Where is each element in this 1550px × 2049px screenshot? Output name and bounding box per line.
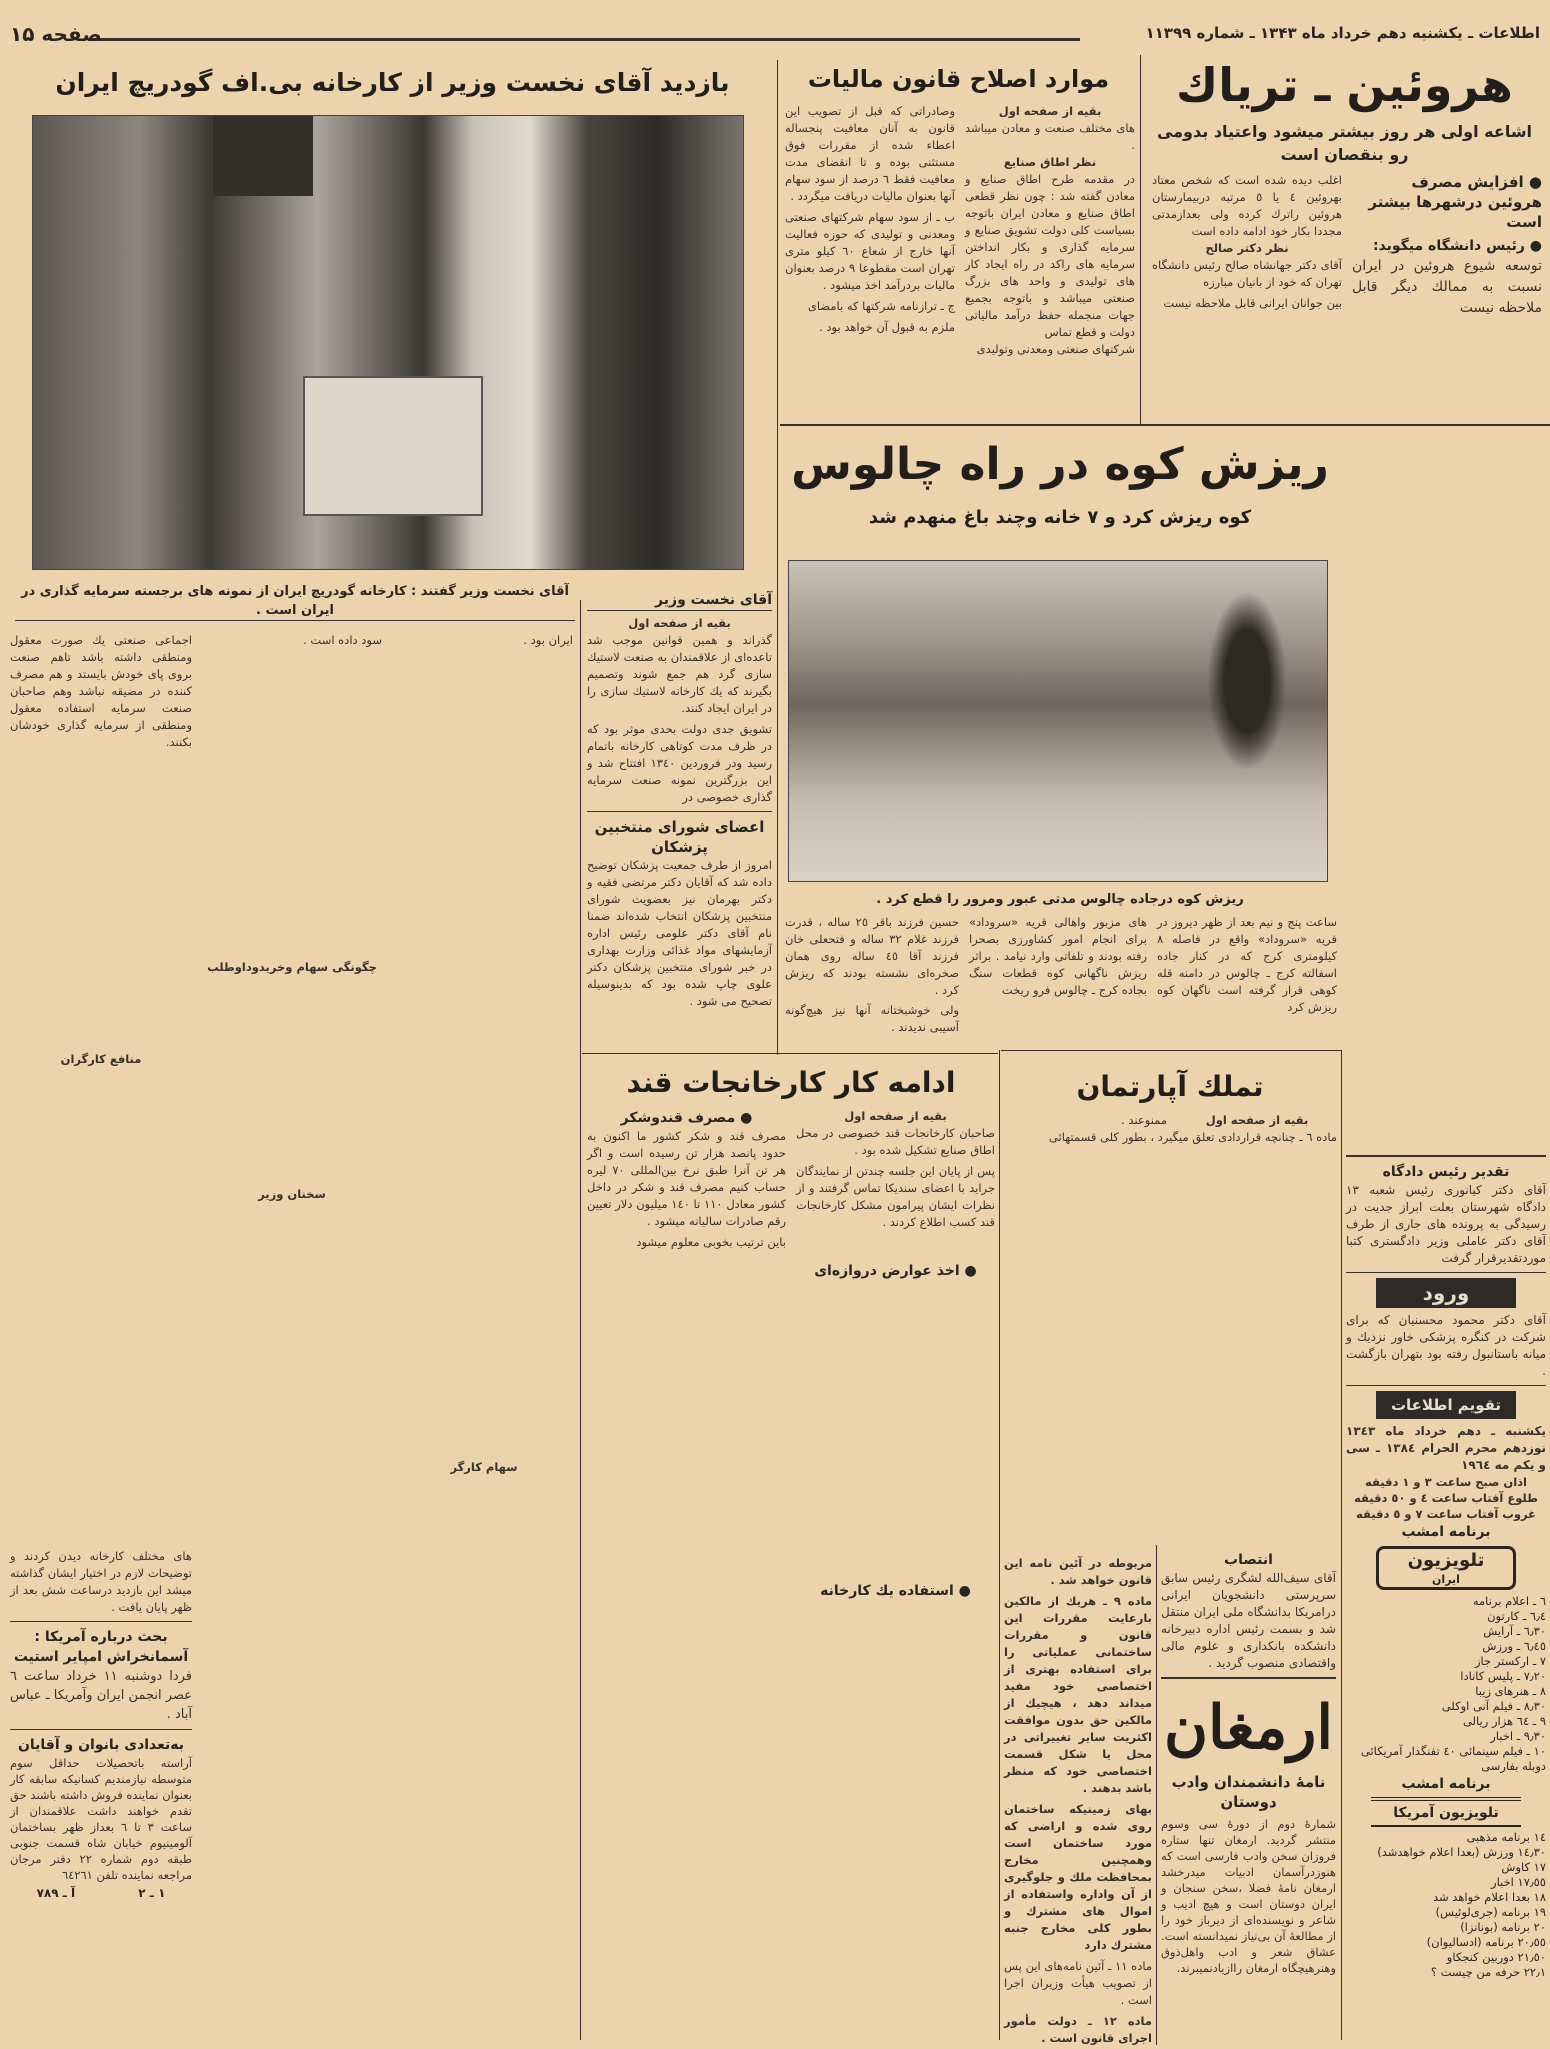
heroin-subheadline: اشاعه اولی هر روز بیشتر میشود واعتیاد بدومی رو بنقصان است: [1156, 122, 1533, 164]
tv-iran-schedule: [1346, 1594, 1546, 1774]
landslide-text: ولی خوشبختانه آنها نیز هیچ‌گونه آسیبی ندیدند .: [785, 1003, 959, 1034]
apartment-text: ماده ٩ ـ هریك از مالکین بارعایت مقررات این قانون و مقررات ساختمانی عملیاتی را برای استفاده بهتری از اختصاصی خود مفید میداند دهد ، هیچیك از مالکین حق بدون موافقت اکثریت سایر تغییراتی در محل یا شکل قسمت اختصاصی خود که منظر باشد بدهند .: [1004, 1594, 1152, 1795]
tax-headline: موارد اصلاح قانون مالیات: [807, 65, 1110, 93]
sugar-subhead: ● استفاده یك کارخانه: [796, 1581, 995, 1601]
heroin-bullet: ● افزایش مصرف هروئین درشهرها بیشتر است: [1352, 172, 1542, 232]
armaghan-ad: [1161, 1684, 1336, 1976]
apartment-text: ماده ١٢ ـ دولت مأمور اجرای قانون است .: [1004, 2014, 1152, 2045]
job-ad-code: ١ ـ ٢: [138, 1886, 166, 1900]
tv-schedule-item: ٧ ـ ارکستر جاز: [1475, 1654, 1546, 1668]
appointment-text: آقای سیف‌الله لشگری رئیس سابق سرپرستی دانشجویان ایرانی درامریکا بدانشگاه ملی ایران منتقل شد و بسمت رئیس اداره دبیرخانه دانشکده بانکداری و علوم مالی واقتصادی منصوب گردید .: [1161, 1571, 1336, 1670]
tv-america-schedule: [1346, 1830, 1546, 1980]
heroin-text: آقای دکتر جهانشاه صالح رئیس دانشگاه تهران که خود از بانیان مبارزه: [1152, 258, 1342, 289]
tax-subhead: نظر اطاق صنایع: [1003, 155, 1097, 169]
goodrich-caption: آقای نخست وزیر گفتند : کارخانه گودریچ ایران از نمونه های برجسته سرمایه گذاری در ایران است .: [15, 582, 575, 621]
landslide-col3: [785, 914, 959, 1036]
tax-text: ملزم به قبول آن خواهد بود .: [819, 320, 955, 334]
goodrich-subhead: سهام کارگر: [450, 1460, 518, 1474]
tax-text: ب ـ از سود سهام شرکتهای صنعتی ومعدنی و تولیدی که حوزه فعالیت آنها خارج از شعاع ٦٠ کیلو متری تهران است مقطوعا ٩ درصد بعنوان مالیات بردرآمد اخذ میشود .: [785, 210, 956, 292]
tv-schedule-item: ٨ ـ هنرهای زیبا: [1475, 1684, 1546, 1698]
tv-iran-logo-text: تلویزیون: [1407, 1550, 1485, 1571]
doctors-headline: اعضای شورای منتخبین پزشکان: [594, 818, 765, 856]
goodrich-subhead: چگونگی سهام وخریدوداوطلب: [207, 960, 377, 974]
right-news-column: [1346, 1150, 1546, 1980]
arrival-text: آقای دکتر محمود محسنیان که برای شرکت در کنگره پزشکی خاور نزدیك و میانه باستانبول رفته بود بتهران بازگشت .: [1346, 1313, 1546, 1378]
section-rule: [10, 1621, 192, 1622]
tv-schedule-item: ٦٫٤٥ ـ ورزش: [1482, 1639, 1546, 1653]
goodrich-text: تشویق جدی دولت بحدی موثر بود که در ظرف مدت کوتاهی کارخانه باتمام رسید ودر فروردین ١٣٤٠ افتتاح شد و این بزرگترین نمونه صنعت سرمایه گذاری خصوصی در: [587, 722, 772, 804]
calendar-tonight: برنامه امشب: [1401, 1524, 1491, 1540]
tv-schedule-item: ١٧ کاوش: [1501, 1860, 1546, 1874]
job-ad-headline: به‌تعدادی بانوان و آقایان: [17, 1737, 185, 1753]
continued-label: بقیه از صفحه اول: [844, 1109, 947, 1123]
sugar-article: [587, 1058, 995, 1601]
column-divider: [1341, 1050, 1342, 2040]
column-divider: [1140, 55, 1141, 425]
tv-iran-logo: [1376, 1546, 1516, 1590]
tv-schedule-item: ١٧٫٥٥ اخبار: [1491, 1875, 1546, 1889]
tv-iran-box: [1346, 1546, 1546, 1794]
section-rule: [1346, 1385, 1546, 1386]
sugar-text: پس از پایان این جلسه چندتن از نمایندگان جراید با اعضای سندیکا تماس گرفتند و از نظرات ایشان پیرامون مشکل کارخانجات قند کسب اطلاع کردند .: [796, 1164, 995, 1229]
tv-schedule-item: ٦٫٤ ـ کارتون: [1487, 1609, 1546, 1623]
continued-label: بقیه از صفحه اول: [1205, 1113, 1309, 1127]
photo-machine: [303, 376, 483, 516]
tv-america-logo: تلویزیون آمریکا: [1371, 1797, 1521, 1827]
apartment-text: بهای زمینیکه ساختمان روی شده و اراضی که مورد ساختمان است وهمچنین مخارج بمحافظت ملك و جلوگیری از آن واداره واستفاده از اموال های مشترك و بطور کلی مخارج جنبه مشترك دارد: [1004, 1802, 1152, 1952]
continued-label: بقیه از صفحه اول: [628, 616, 731, 630]
section-rule: [1161, 1677, 1336, 1679]
section-rule: [780, 424, 1550, 426]
tv-america-box: [1346, 1797, 1546, 1980]
section-rule: [1001, 1050, 1341, 1051]
apartment-text: مربوطه در آئین نامه این قانون خواهد شد .: [1004, 1556, 1152, 1587]
masthead-issue: اطلاعات ـ یکشنبه دهم خرداد ماه ۱۳۴۳ ـ شماره ۱۱۳۹۹: [1145, 24, 1540, 42]
appointment-headline: انتصاب: [1224, 1552, 1273, 1568]
america-talk-headline: بحث درباره آمریکا :: [34, 1629, 168, 1645]
apartment-text: ممنوعند .: [1121, 1113, 1167, 1127]
heroin-text: بین جوانان ایرانی قابل ملاحظه نیست: [1163, 296, 1342, 310]
tv-schedule-item: ٢١٫٥٠ دوربین کنجکاو: [1446, 1950, 1546, 1964]
armaghan-text: شمارهٔ دوم از دورهٔ سی وسوم منتشر گردید. ارمغان تنها ستاره فروزان سخن وادب فارسی است که هنوزدرآسمان ادبیات میدرخشد ارمغان نامهٔ فضلا ،سخن سنجان و ایران دوستان است و هیچ ادیب و شاعر و نویسنده‌ای از دیرباز خود را از مطالعهٔ آن بی‌نیاز نمیدانسته است. عشاق شعر و ادب واهل‌ذوق وهنرهیچگاه ارمغان راازیادنمیبرند.: [1161, 1817, 1336, 1975]
apartment-top: [1003, 1062, 1337, 1146]
arrival-box: [1346, 1278, 1546, 1386]
tax-text: شرکتهای صنعتی ومعدنی وتولیدی: [976, 342, 1135, 356]
goodrich-photo: [32, 115, 744, 570]
goodrich-cont-column: [587, 590, 772, 1010]
america-talk-text: فردا دوشنبه ١١ خرداد ساعت ٦ عصر انجمن ایران وآمریکا ـ عباس آباد .: [10, 1669, 193, 1722]
goodrich-cont-head: آقای نخست وزیر: [587, 590, 772, 611]
arrival-headline: ورود: [1376, 1278, 1516, 1308]
calendar-sunset: غروب آفتاب ساعت ٧ و ٥ دقیقه: [1355, 1507, 1537, 1521]
page-number: صفحه ۱۵: [10, 22, 102, 46]
heroin-bullet: ● رئیس دانشگاه میگوید:: [1352, 236, 1542, 256]
tv-schedule-item: ٢٠ برنامه (بونانزا): [1460, 1920, 1546, 1934]
sugar-headline: ادامه کار کارخانجات قند: [626, 1066, 956, 1099]
calendar-headline: تقویم اطلاعات: [1376, 1391, 1516, 1419]
tv-schedule-item: ١٨ بعدا اعلام خواهد شد: [1432, 1890, 1546, 1904]
goodrich-col1: [10, 632, 192, 1900]
goodrich-subhead: سخنان وزیر: [258, 1187, 326, 1201]
goodrich-text: سود داده است .: [303, 633, 382, 647]
goodrich-text: گذراند و همین قوانین موجب شد تاعده‌ای از علاقمندان به صنعت لاستیك سازی گرد هم جمع شوند وتصمیم بگیرند که یك کارخانه لاستیك سازی را در ایران ایجاد کنند.: [587, 633, 772, 715]
sugar-col-right: [796, 1108, 995, 1601]
tv-schedule-item: ١٠ ـ فیلم سینمائی ٤٠ تفنگدار آمریکائی دوبله بفارسی: [1360, 1744, 1546, 1773]
goodrich-headline: بازدید آقای نخست وزیر از کارخانه بی.اف گودریچ ایران: [55, 68, 730, 97]
heroin-article: [1147, 50, 1542, 319]
masthead-rule: [90, 38, 1080, 41]
heroin-text: اغلب دیده شده است که شخص معتاد بهروئین ٤ یا ٥ مرتبه دربیمارستان هروئین راترك کرده ولی بعدازمدتی مجددا بکار خود ادامه داده است: [1152, 173, 1342, 238]
section-rule: [582, 1053, 998, 1054]
court-box: [1346, 1155, 1546, 1273]
tv-schedule-item: ٩ ـ ٦٤ هزار ریالی: [1462, 1714, 1546, 1728]
tv-schedule-item: ٢٠٫٥٥ برنامه (ادسالیوان): [1426, 1935, 1546, 1949]
tax-text: های مختلف صنعت و معادن میباشد .: [965, 121, 1135, 152]
sugar-subhead: ● مصرف قندوشکر: [587, 1108, 786, 1128]
landslide-subheadline: کوه ریزش کرد و ۷ خانه وچند باغ منهدم شد: [868, 507, 1252, 528]
appointment-box: [1161, 1550, 1336, 1679]
tax-text: در مقدمه طرح اطاق صنایع و معادن گفته شد : چون نظر قطعی اطاق صنایع و معادن ایران باتوجه بسیاست کلی دولت تشویق صنایع و سرمایه گذاری و بکار انداختن سرمایه های راکد در راه ایجاد کار های تولیدی و واحد های بزرگ صنعتی میباشد و باتوجه بجمیع جهات منجمله حفظ درآمد مالیاتی دولت و قطع تماس: [965, 172, 1135, 339]
landslide-col2: [969, 914, 1147, 999]
section-rule: [1346, 1272, 1546, 1273]
tax-text: ج ـ ترازنامه شرکتها که بامضای: [807, 299, 955, 313]
calendar-date: یکشنبه ـ دهم خرداد ماه ١٣٤٣ نوزدهم محرم الحرام ١٣٨٤ ـ سی و یکم مه ١٩٦٤: [1346, 1424, 1546, 1472]
tax-col-right: [965, 103, 1135, 358]
landslide-caption: ریزش کوه درجاده چالوس مدتی عبور ومرور را قطع کرد .: [876, 892, 1244, 907]
calendar-box: [1346, 1391, 1546, 1542]
tv-iran-tonight: برنامه امشب: [1401, 1776, 1491, 1792]
heroin-col-left: [1152, 172, 1342, 312]
section-rule: [587, 811, 772, 812]
goodrich-text: ایران بود .: [523, 633, 573, 647]
job-ad-code: آ ـ ٧٨٩: [36, 1886, 76, 1900]
calendar-azan: اذان صبح ساعت ٣ و ١ دقیقه: [1365, 1475, 1527, 1489]
sugar-subhead: ● اخذ عوارض دروازه‌ای: [796, 1261, 995, 1281]
photo-frame: [213, 116, 313, 196]
america-talk-box: [10, 1621, 192, 1730]
goodrich-text: اجماعی صنعتی یك صورت معقول ومنطقی داشته باشد تاهم صنعت بروی پای خودش بایستد و هم مصرف کننده در مضیقه نباشد وهم صاحبان صنعت سرمایه استفاده معقول ومنطقی از سرمایه گذاری خودشان بکنند.: [10, 633, 192, 749]
court-text: آقای دکتر کیانوری رئیس شعبه ١٣ دادگاه شهرستان بعلت ابراز جدیت در رسیدگی به پرونده های جاری از طرف آقای دکتر عاملی وزیر دادگستری کتبا موردتقدیرقرار گرفت: [1346, 1183, 1546, 1265]
tv-schedule-item: ١٤٫٣٠ ورزش (بعدا اعلام خواهدشد): [1377, 1845, 1546, 1859]
tv-schedule-item: ٦ ـ اعلام برنامه: [1472, 1594, 1546, 1608]
apartment-headline: تملك آپارتمان: [1076, 1070, 1264, 1103]
goodrich-col3: [395, 632, 573, 1476]
heroin-subhead: نظر دکتر صالح: [1205, 241, 1289, 255]
apartment-bottom: [1004, 1555, 1152, 2047]
goodrich-col2: [202, 632, 382, 1203]
doctors-text: امروز از طرف جمعیت پزشکان توضیح داده شد که آقایان دکتر مرتضی فقیه و دکتر بهرمان نیز بعضویت شورای منتخبین پزشکان انتخاب شده‌اند ضمنا نام آقای دکتر علومی رئیس اداره آزمایشهای مواد غذائی وزارت بهداری در خبر شورای منتخبین پزشکان دکتر علوی چاپ شده بود که بدینوسیله تصحیح می شود .: [587, 858, 772, 1008]
armaghan-logo: ارمغان: [1163, 1693, 1334, 1763]
job-ad-text: آراسته باتحصیلات حداقل سوم متوسطه نیازمندیم کسانیکه سابقه کار بعنوان نماینده فروش داشته باشند حق تقدم خواهند داشت علاقمندان از ساعت ٣ تا ٦ بعداز ظهر بساختمان آلومینیوم خیابان شاه قسمت جنوبی طبقه دوم شماره ٢٢ دفتر مرجان مراجعه نماینده تلفن ٦٤٢٦١: [10, 1756, 192, 1882]
tv-schedule-item: ٦٫٣٠ ـ آرایش: [1483, 1624, 1546, 1638]
armaghan-subtitle: نامهٔ دانشمندان وادب دوستان: [1171, 1773, 1326, 1811]
column-divider: [999, 1050, 1000, 2040]
tax-col-left: [785, 103, 955, 336]
section-rule: [10, 1729, 192, 1730]
sugar-text: مصرف قند و شکر کشور ما اکنون به حدود پانصد هزار تن رسیده است و اگر هر تن آنرا طبق نرخ بین‌المللی ٧٠ لیره حساب کنیم مصرف قند و شکر در داخل کشور معادل ١١٠ تا ١٤٠ میلیون دلار تعیین رقم صادرات سالیانه میشود .: [587, 1129, 787, 1228]
job-ad: [10, 1735, 192, 1900]
column-divider: [777, 60, 778, 1055]
tv-schedule-item: ٢٢٫١ حرفه من چیست ؟: [1430, 1965, 1546, 1979]
tv-schedule-item: ١٩ برنامه (جری‌لوئیس): [1435, 1905, 1546, 1919]
continued-label: بقیه از صفحه اول: [998, 104, 1102, 118]
sugar-text: باین ترتیب بخوبی معلوم میشود: [636, 1235, 786, 1249]
tv-schedule-item: ١٤ برنامه مذهبی: [1466, 1830, 1546, 1844]
landslide-text: حسین فرزند باقر ٢٥ ساله ، قدرت فرزند غلام ٣٢ ساله و فتحعلی خان فرزند آقا ٤٥ ساله روی همان صخره‌ای نشسته بودند که ریزش کرد .: [785, 915, 959, 997]
heroin-text: توسعه شیوع هروئین در ایران نسبت به ممالك دیگر قابل ملاحظه نیست: [1352, 258, 1542, 316]
calendar-sunrise: طلوع آفتاب ساعت ٤ و ٥٠ دقیقه: [1354, 1491, 1538, 1505]
apartment-text: ماده ٦ ـ چنانچه قراردادی تعلق میگیرد ، بطور کلی قسمتهائی: [1048, 1130, 1337, 1144]
sugar-text: صاحبان کارخانجات قند خصوصی در محل اطاق صنایع تشکیل شده بود .: [796, 1126, 995, 1157]
landslide-text: ساعت پنج و نیم بعد از ظهر دیروز در قریه «سروداد» واقع در فاصله ٨ کیلومتری کرج که در کنار جاده اسفالته کرج ـ چالوس در دامنه قله کوهی قرار گرفته است ناگهان کوه ریزش کرد: [1157, 915, 1337, 1014]
tax-article: [782, 55, 1135, 358]
column-divider: [1156, 1545, 1157, 2045]
goodrich-text: های مختلف کارخانه دیدن کردند و توضیحات لازم در اختیار ایشان گذاشته میشد این بازدید درساعت شش بعد از ظهر پایان یافت .: [10, 1549, 192, 1614]
column-divider: [580, 600, 581, 2040]
tv-schedule-item: ٩٫٣٠ ـ اخبار: [1490, 1729, 1546, 1743]
apartment-text: ماده ١١ ـ آئین نامه‌های این پس از تصویب هیأت وزیران اجرا است .: [1004, 1959, 1152, 2007]
landslide-headline: ریزش کوه در راه چالوس: [791, 439, 1329, 490]
tv-schedule-item: ٨٫٣٠ ـ فیلم آنی اوکلی: [1441, 1699, 1546, 1713]
section-rule: [1346, 1155, 1546, 1157]
landslide-photo: [788, 560, 1328, 882]
tv-iran-logo-sub: ایران: [1432, 1573, 1460, 1586]
heroin-headline: هروئین ـ تریاك: [1176, 58, 1513, 112]
tv-schedule-item: ٧٫٢٠ ـ پلیس کانادا: [1460, 1669, 1546, 1683]
court-headline: تقدیر رئیس دادگاه: [1382, 1164, 1510, 1180]
sugar-col-left: [587, 1108, 786, 1251]
goodrich-subhead: منافع کارگران: [60, 1052, 142, 1066]
tax-text: وصادراتی که قبل از تصویب این قانون به آنان معافیت پنجساله اعطاء شده از مقررات فوق مستثنی بوده و تا انقضای مدت معافیت فقط ٦ درصد از سود سهام آنها بعنوان مالیات دریافت میگردد .: [785, 104, 956, 203]
landslide-col1: [1157, 914, 1337, 1016]
appointment-armaghan-column: [1161, 1550, 1336, 1976]
job-ad-codes: [10, 1886, 192, 1900]
landslide-text: های مزبور واهالی قریه «سروداد» برای انجام امور کشاورزی بصحرا رفته بودند و تلفاتی وارد نیامد . براثر ریزش ناگهانی کوه قطعات سنگ بجاده کرج ـ چالوس فرو ریخت: [969, 915, 1147, 997]
america-talk-headline2: آسمانخراش امپایر استیت: [13, 1649, 189, 1665]
photo-tree: [1207, 591, 1287, 771]
heroin-col-right: [1352, 172, 1542, 319]
